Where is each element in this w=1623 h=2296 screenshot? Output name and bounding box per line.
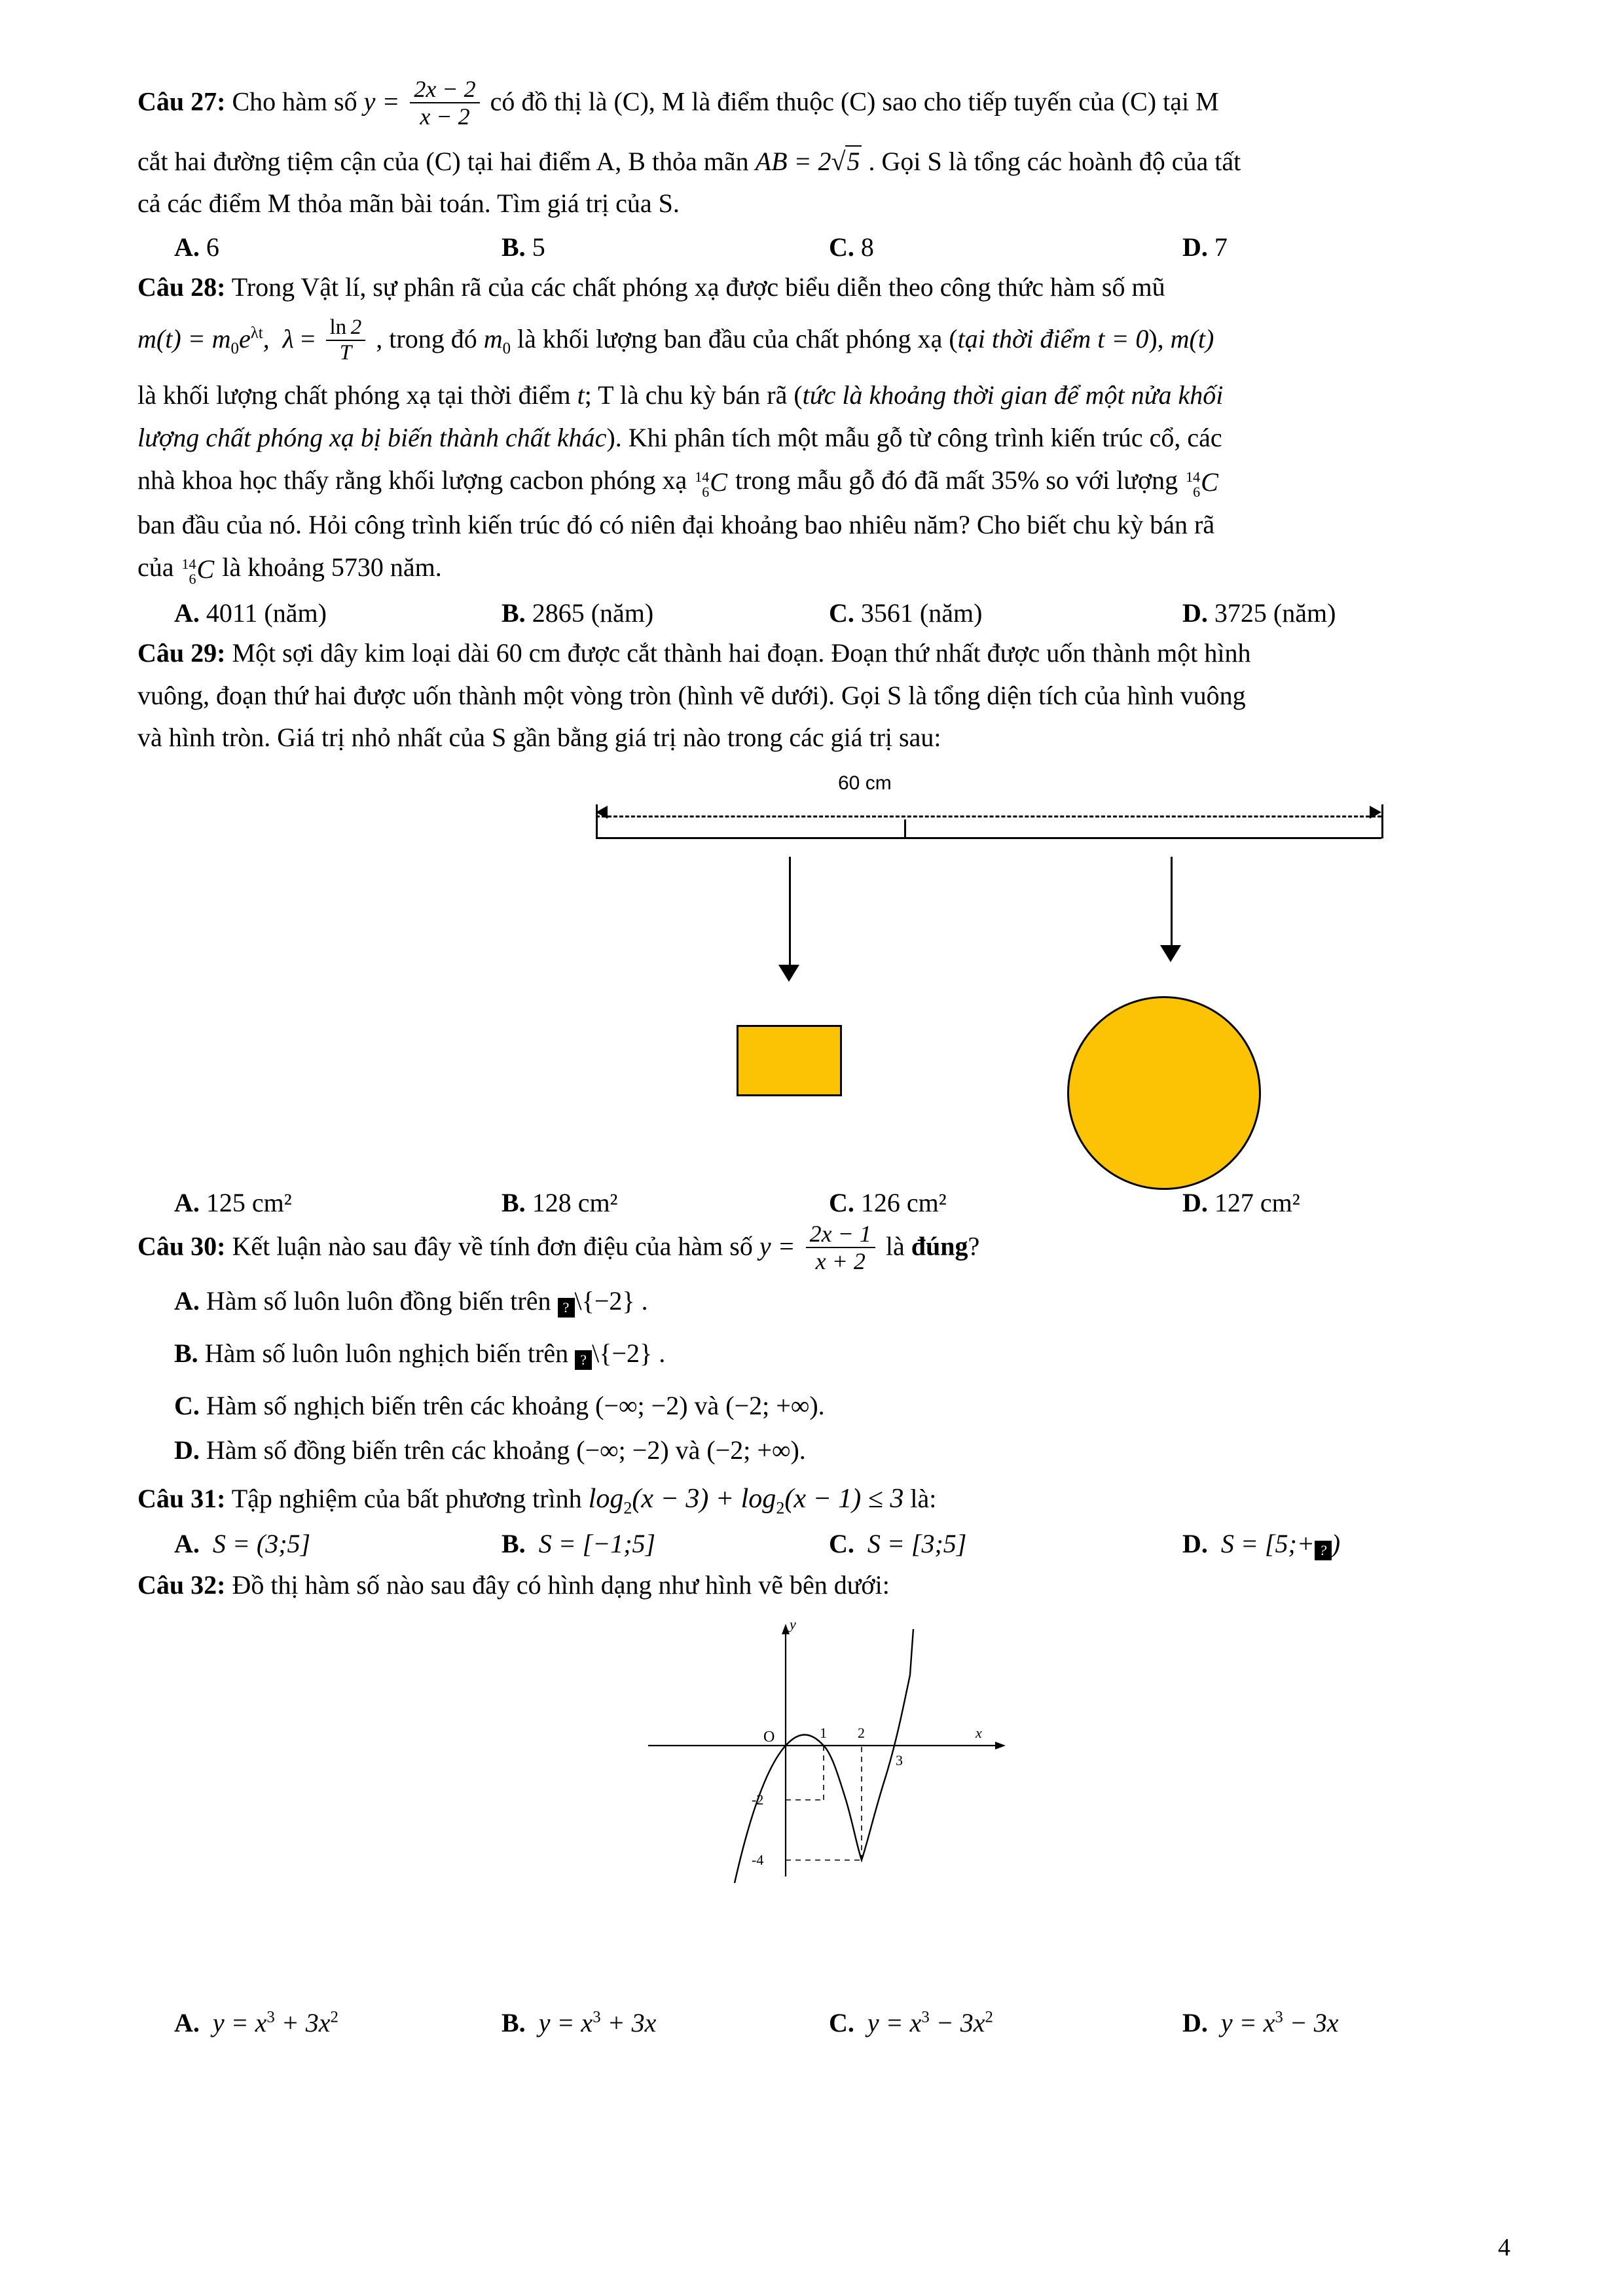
q30-fraction xyxy=(806,1221,875,1275)
q28-answer-a-key: A. xyxy=(174,598,200,628)
q28-text-3b: ; T là chu kỳ bán rã ( xyxy=(584,380,803,410)
figure-down-arrow-circle-icon xyxy=(1160,945,1181,962)
question-29 xyxy=(137,632,1510,1218)
q32-answer-d-key: D. xyxy=(1182,2008,1208,2038)
q30-text-3: ? xyxy=(968,1231,980,1261)
q29-text-2: vuông, đoạn thứ hai được uốn thành một vòng tròn (hình vẽ dưới). Gọi S là tổng diện tích của hình vuông xyxy=(137,680,1246,710)
q28-text-5b: trong mẫu gỗ đó đã mất 35% so với lượng xyxy=(735,465,1178,495)
q30-answer-c[interactable] xyxy=(174,1384,1510,1428)
q27-text-4: . Gọi S là tổng các hoành độ của tất xyxy=(868,146,1241,176)
q31-answer-a[interactable] xyxy=(174,1528,501,1560)
graph-ytick-minus4: -4 xyxy=(752,1852,764,1869)
q28-isotope-3 xyxy=(182,548,215,591)
cubic-graph-figure xyxy=(137,1615,1510,2007)
q30-answer-c-value: Hàm số nghịch biến trên các khoảng (−∞; −2) và (−2; +∞). xyxy=(206,1390,825,1420)
q28-text-2c: ), xyxy=(1148,324,1164,354)
q31-answers xyxy=(137,1528,1510,1560)
q30-answer-d-value: Hàm số đồng biến trên các khoảng (−∞; −2) và (−2; +∞). xyxy=(206,1435,806,1465)
q29-text-1: Một sợi dây kim loại dài 60 cm được cắt thành hai đoạn. Đoạn thứ nhất được uốn thành một hình xyxy=(232,637,1251,668)
q29-answer-b-value: 128 cm² xyxy=(532,1188,618,1218)
q31-answer-b-value: S = [−1;5] xyxy=(538,1529,656,1559)
q27-label: Câu 27: xyxy=(137,86,226,117)
q32-answer-c[interactable] xyxy=(829,2007,1182,2038)
q29-answer-a-key: A. xyxy=(174,1188,200,1218)
q27-text-1: Cho hàm số xyxy=(232,86,357,117)
q29-answer-a[interactable] xyxy=(174,1187,501,1218)
q28-text-6: ban đầu của nó. Hỏi công trình kiến trúc đó có niên đại khoảng bao nhiêu năm? Cho biết chu kỳ bán rã xyxy=(137,509,1215,539)
q27-answer-b-key: B. xyxy=(501,232,526,262)
q28-text-2b: là khối lượng ban đầu của chất phóng xạ ( xyxy=(517,324,958,354)
q30-line-1 xyxy=(137,1222,1510,1276)
q29-answer-c[interactable] xyxy=(829,1187,1182,1218)
q30-answer-b-suffix: \{−2} . xyxy=(592,1338,666,1368)
q28-text-2a: , trong đó xyxy=(376,324,477,354)
q30-text-1: Kết luận nào sau đây về tính đơn điệu của hàm số xyxy=(232,1231,753,1261)
q31-line-1 xyxy=(137,1477,1510,1522)
figure-tick-left xyxy=(596,804,598,838)
graph-x-axis-arrow-icon xyxy=(995,1742,1006,1749)
q27-answer-b[interactable] xyxy=(501,232,829,262)
q30-equation: y = xyxy=(759,1231,795,1261)
q30-label: Câu 30: xyxy=(137,1231,226,1261)
q28-isotope-1-sub: 6 xyxy=(702,483,710,500)
q32-answer-d-value: $y = x^3 - 3x$ xyxy=(1220,2008,1339,2038)
q28-t-var: t xyxy=(577,380,585,410)
q28-isotope-3-sup: 14 xyxy=(181,555,196,572)
q28-answer-b-key: B. xyxy=(501,598,526,628)
q28-text-7b: là khoảng 5730 năm. xyxy=(222,552,442,582)
q28-isotope-1-sup: 14 xyxy=(695,468,710,485)
q28-answer-d-key: D. xyxy=(1182,598,1208,628)
q28-line-6 xyxy=(137,504,1510,547)
figure-pointer-line-square xyxy=(789,857,791,968)
q29-answers xyxy=(137,1187,1510,1218)
q31-answer-a-key: A. xyxy=(174,1529,200,1559)
q31-formula: $\log_2(x - 3) + \log_2(x - 1) \le 3$ xyxy=(588,1483,904,1518)
q32-answer-b-key: B. xyxy=(501,2008,526,2038)
q30-answers xyxy=(174,1279,1510,1473)
page-number: 4 xyxy=(1498,2234,1510,2261)
q28-isotope-1 xyxy=(695,461,727,504)
q30-text-2: là xyxy=(885,1231,905,1261)
q27-answer-a-key: A. xyxy=(174,232,200,262)
q28-text-4-italic: lượng chất phóng xạ bị biến thành chất khác xyxy=(137,422,607,452)
q28-label: Câu 28: xyxy=(137,272,226,302)
q28-line-5 xyxy=(137,459,1510,504)
q32-answer-b[interactable] xyxy=(501,2007,829,2038)
q28-answer-d[interactable] xyxy=(1182,598,1470,628)
q27-answer-a[interactable] xyxy=(174,232,501,262)
q29-answer-a-value: 125 cm² xyxy=(206,1188,292,1218)
q27-answer-c[interactable] xyxy=(829,232,1182,262)
q28-line-7 xyxy=(137,547,1510,591)
q29-answer-d-value: 127 cm² xyxy=(1214,1188,1300,1218)
q28-text-2-italic: tại thời điểm t = 0 xyxy=(957,324,1149,354)
q31-answer-c[interactable] xyxy=(829,1528,1182,1560)
q28-answer-b[interactable] xyxy=(501,598,829,628)
q31-answer-b[interactable] xyxy=(501,1528,829,1560)
q29-answer-c-key: C. xyxy=(829,1188,854,1218)
graph-y-axis-arrow-icon xyxy=(782,1624,790,1634)
q28-fraction-numerator: ln 2 xyxy=(329,315,362,340)
q27-answer-c-value: 8 xyxy=(860,232,874,262)
graph-xtick-2: 2 xyxy=(858,1725,865,1742)
q31-answer-a-value: S = (3;5] xyxy=(212,1529,311,1559)
q32-answer-a-key: A. xyxy=(174,2008,200,2038)
q28-lambda: λ xyxy=(282,324,294,354)
q32-answer-c-value: $y = x^3 - 3x^2$ xyxy=(867,2008,993,2038)
q30-answer-a[interactable] xyxy=(174,1279,1510,1323)
q29-answer-d[interactable] xyxy=(1182,1187,1470,1218)
q27-answers xyxy=(137,232,1510,262)
q28-text-7a: của xyxy=(137,552,174,582)
q27-line-3 xyxy=(137,183,1510,225)
q31-answer-c-key: C. xyxy=(829,1529,854,1559)
q30-answer-b-key: B. xyxy=(174,1338,198,1368)
missing-glyph-icon: ? xyxy=(575,1350,592,1370)
q27-fraction xyxy=(410,76,479,130)
q32-answer-a-value: $y = x^3 + 3x^2$ xyxy=(212,2008,338,2038)
q27-answer-d-key: D. xyxy=(1182,232,1208,262)
q27-text-5: cả các điểm M thỏa mãn bài toán. Tìm giá trị của S. xyxy=(137,188,680,219)
q28-answer-a-value: 4011 (năm) xyxy=(206,598,327,628)
question-28 xyxy=(137,266,1510,628)
q28-answer-c[interactable] xyxy=(829,598,1182,628)
q29-label: Câu 29: xyxy=(137,637,226,668)
q30-answer-b[interactable] xyxy=(174,1331,1510,1376)
q28-line-4 xyxy=(137,417,1510,459)
q29-text-3: và hình tròn. Giá trị nhỏ nhất của S gần bằng giá trị nào trong các giá trị sau: xyxy=(137,723,941,753)
q28-isotope-1-element: C xyxy=(710,467,727,497)
q28-line-3 xyxy=(137,374,1510,417)
figure-right-arrowhead-icon xyxy=(1370,806,1381,819)
q28-m0: $m_0$ xyxy=(483,324,511,358)
q31-text-1: Tập nghiệm của bất phương trình xyxy=(231,1483,582,1513)
graph-xtick-1: 1 xyxy=(820,1725,827,1742)
figure-pointer-line-circle xyxy=(1171,857,1173,948)
q27-answer-a-value: 6 xyxy=(206,232,219,262)
q27-formula-ab: AB = 2√5 xyxy=(756,147,862,176)
figure-down-arrow-square-icon xyxy=(778,965,799,982)
q29-answer-b-key: B. xyxy=(501,1188,526,1218)
figure-tick-right xyxy=(1381,804,1383,838)
q28-isotope-3-sub: 6 xyxy=(189,570,196,587)
q31-answer-d-value: S = [5;+ ? ) xyxy=(1221,1529,1340,1558)
q27-text-2: có đồ thị là (C), M là điểm thuộc (C) sao cho tiếp tuyến của (C) tại M xyxy=(490,86,1219,117)
q30-fraction-numerator: 2x − 1 xyxy=(809,1221,871,1247)
figure-wire-bar xyxy=(596,837,1381,839)
figure-circle-shape xyxy=(1067,996,1261,1190)
figure-dashed-measure-line xyxy=(596,816,1381,817)
q30-answer-a-key: A. xyxy=(174,1285,200,1316)
q27-line-2 xyxy=(137,141,1510,183)
q28-fraction-denominator: T xyxy=(326,340,366,365)
q28-isotope-2-sup: 14 xyxy=(1186,468,1201,485)
graph-origin-label: O xyxy=(763,1729,775,1746)
graph-y-label: y xyxy=(790,1616,796,1633)
q29-line-1 xyxy=(137,632,1510,675)
q28-line-2: $m(t) = m_0e^{\lambda t}$, λ = $\frac{\ln 2}{T}$ , trong đó $m_0$ là khối lượng ban đầu của chất phóng xạ (tại thời điểm t = 0), m(t) xyxy=(137,315,1214,365)
q28-answer-a[interactable] xyxy=(174,598,501,628)
q28-isotope-3-element: C xyxy=(196,554,215,584)
q28-isotope-2-sub: 6 xyxy=(1193,483,1201,500)
q32-answer-a[interactable] xyxy=(174,2007,501,2038)
q28-isotope-2 xyxy=(1186,461,1218,504)
q27-text-3: cắt hai đường tiệm cận của (C) tại hai điểm A, B thỏa mãn xyxy=(137,146,749,176)
q30-answer-d-key: D. xyxy=(174,1435,200,1465)
question-27 xyxy=(137,77,1510,262)
q30-answer-d[interactable] xyxy=(174,1428,1510,1473)
q32-text-1: Đồ thị hàm số nào sau đây có hình dạng như hình vẽ bên dưới: xyxy=(232,1570,890,1600)
q27-equation: y = xyxy=(363,86,400,117)
q30-answer-c-key: C. xyxy=(174,1390,200,1420)
q31-answer-b-key: B. xyxy=(501,1529,526,1559)
q28-answer-c-value: 3561 (năm) xyxy=(860,598,983,628)
q29-answer-b[interactable] xyxy=(501,1187,829,1218)
q27-answer-d[interactable] xyxy=(1182,232,1470,262)
q28-answers xyxy=(137,598,1510,628)
q28-answer-b-value: 2865 (năm) xyxy=(532,598,654,628)
q28-fraction-ln2-T xyxy=(326,315,366,365)
q31-label: Câu 31: xyxy=(137,1483,226,1513)
q28-text-3a: là khối lượng chất phóng xạ tại thời điểm xyxy=(137,380,571,410)
q28-mt: m(t) xyxy=(1170,324,1214,354)
figure-length-label: 60 cm xyxy=(838,772,892,795)
q30-fraction-denominator: x + 2 xyxy=(806,1247,875,1274)
q32-label: Câu 32: xyxy=(137,1570,226,1600)
q28-answer-c-key: C. xyxy=(829,598,854,628)
graph-x-label: x xyxy=(976,1725,982,1742)
q29-answer-d-key: D. xyxy=(1182,1188,1208,1218)
q32-answer-c-key: C. xyxy=(829,2008,854,2038)
q27-answer-c-key: C. xyxy=(829,232,854,262)
q27-fraction-denominator: x − 2 xyxy=(410,102,479,130)
figure-square-shape xyxy=(737,1025,842,1096)
q29-line-2 xyxy=(137,675,1510,717)
q27-answer-b-value: 5 xyxy=(532,232,545,262)
q28-isotope-2-element: C xyxy=(1201,467,1218,497)
question-31 xyxy=(137,1477,1510,1561)
q28-formula-m: $m(t) = m_0e^{\lambda t}$, xyxy=(137,324,270,358)
q29-line-3 xyxy=(137,717,1510,759)
q30-answer-b-value: Hàm số luôn luôn nghịch biến trên xyxy=(204,1338,569,1368)
q28-line-1 xyxy=(137,266,1510,309)
q30-answer-a-value: Hàm số luôn luôn đồng biến trên xyxy=(206,1285,551,1316)
q28-text-5a: nhà khoa học thấy rằng khối lượng cacbon phóng xạ xyxy=(137,465,687,495)
q27-answer-d-value: 7 xyxy=(1214,232,1228,262)
q31-answer-d-key: D. xyxy=(1182,1529,1208,1559)
q28-text-1: Trong Vật lí, sự phân rã của các chất phóng xạ được biểu diễn theo công thức hàm số mũ xyxy=(231,272,1165,302)
q30-text-bold: đúng xyxy=(911,1231,968,1261)
q32-line-1 xyxy=(137,1564,1510,1607)
missing-glyph-icon: ? xyxy=(558,1298,575,1318)
q29-answer-c-value: 126 cm² xyxy=(860,1188,947,1218)
question-32 xyxy=(137,1564,1510,2038)
q31-answer-d[interactable] xyxy=(1182,1528,1470,1560)
q27-fraction-numerator: 2x − 2 xyxy=(414,76,476,102)
q31-text-2: là: xyxy=(910,1483,937,1513)
q28-text-3-italic: tức là khoảng thời gian để một nửa khối xyxy=(802,380,1224,410)
q31-answer-c-value: S = [3;5] xyxy=(867,1529,967,1559)
cubic-graph-svg xyxy=(635,1615,1041,1994)
wire-cut-figure xyxy=(137,768,1510,1187)
graph-xtick-3: 3 xyxy=(896,1752,903,1769)
q32-answer-d[interactable] xyxy=(1182,2007,1470,2038)
question-30 xyxy=(137,1222,1510,1473)
graph-ytick-minus2: -2 xyxy=(752,1791,764,1808)
q32-answers xyxy=(137,2007,1510,2038)
q32-answer-b-value: $y = x^3 + 3x$ xyxy=(538,2008,657,2038)
q30-answer-a-suffix: \{−2} . xyxy=(574,1285,648,1316)
q28-text-4b: ). Khi phân tích một mẫu gỗ từ công trình kiến trúc cổ, các xyxy=(606,422,1222,452)
missing-glyph-icon: ? xyxy=(1315,1541,1332,1560)
figure-tick-middle xyxy=(904,819,906,839)
q28-answer-d-value: 3725 (năm) xyxy=(1214,598,1336,628)
q27-line-1 xyxy=(137,77,1510,132)
